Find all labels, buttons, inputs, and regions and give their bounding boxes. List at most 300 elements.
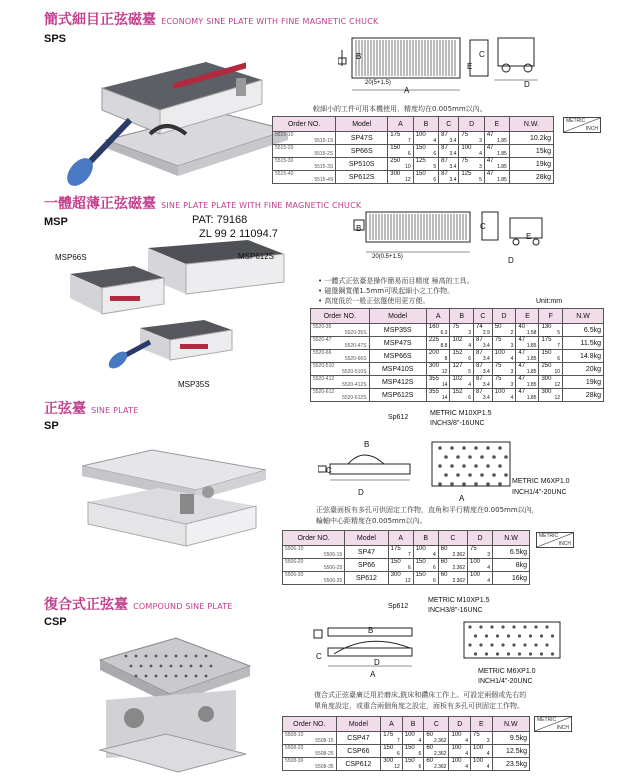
weight-cell: 28kg [509, 171, 553, 184]
dimension-cell-c: 87 3.4 [474, 350, 493, 363]
sps-spec-table [272, 116, 554, 184]
table-header-row [283, 717, 530, 732]
mounting-hole [468, 643, 471, 646]
mounting-hole [185, 675, 188, 678]
table-header-cell: C [474, 309, 493, 324]
csp-dim-d: D [374, 658, 380, 667]
mounting-hole [545, 643, 548, 646]
mounting-hole [474, 464, 478, 468]
table-row [273, 158, 554, 171]
table-header-cell: A [388, 531, 413, 546]
dimension-cell-e: 47 1.85 [484, 171, 509, 184]
dimension-cell-f: 175 7 [539, 337, 563, 350]
dimension-cell-b: 102 4 [450, 376, 474, 389]
sp-thread-bottom-1: METRIC M6XP1.0 [512, 478, 570, 485]
dimension-cell-b: 102 4 [450, 337, 474, 350]
sps-dim-d: D [524, 80, 530, 89]
mounting-hole [438, 464, 442, 468]
sp-dim-d: D [358, 488, 364, 497]
weight-cell: 19kg [509, 158, 553, 171]
dimension-cell-c: 87 3.4 [474, 376, 493, 389]
mounting-hole [155, 655, 158, 658]
table-header-cell: D [467, 531, 492, 546]
table-header-cell: Model [336, 717, 381, 732]
mounting-hole [175, 655, 178, 658]
mounting-hole [498, 464, 502, 468]
order-number-cell: 5520-47 5520-47S [311, 337, 370, 350]
csp-spec-table [282, 716, 530, 771]
sp-unit-badge [536, 532, 574, 548]
table-header-cell: Model [369, 309, 426, 324]
dimension-cell-d: 75 3 [492, 363, 516, 376]
msp-dim-c: C [480, 222, 486, 231]
mounting-hole [501, 625, 504, 628]
weight-cell: 15kg [509, 145, 553, 158]
dimension-cell-d: 75 3 [492, 376, 516, 389]
mounting-hole [512, 625, 515, 628]
sp-thread-top-1: METRIC M10XP1.5 [430, 410, 492, 417]
dimension-cell-c: 60 2.362 [424, 745, 449, 758]
dimension-cell-d: 100 4 [467, 572, 492, 585]
dimension-cell-d: 100 4 [492, 350, 516, 363]
dimension-cell-b: 125 5 [413, 158, 438, 171]
sps-title-en: ECONOMY SINE PLATE WITH FINE MAGNETIC CHUCK [161, 17, 379, 26]
mounting-hole [474, 482, 478, 486]
order-number-cell: 5506-30 5506-35 [283, 572, 345, 585]
table-row [283, 546, 530, 559]
dimension-cell-d: 100 4 [449, 732, 471, 745]
order-number-cell: 5515-30 5515-3S [273, 158, 336, 171]
csp-thread-bottom-2: INCH1/4"-20UNC [478, 678, 533, 685]
mounting-hole [468, 455, 472, 459]
sp-code: SP [44, 420, 59, 432]
csp-sp612: Sp612 [388, 603, 409, 610]
dimension-cell-c: 87 3.4 [439, 132, 459, 145]
dimension-cell-e: 47 1.85 [484, 145, 509, 158]
mounting-hole [512, 643, 515, 646]
mounting-hole [501, 643, 504, 646]
mounting-hole [145, 675, 148, 678]
table-row [311, 350, 604, 363]
badge-metric: METRIC [566, 118, 586, 124]
table-row [283, 745, 530, 758]
mounting-hole [518, 634, 521, 637]
order-number-cell: 5508-30 5508-35 [283, 758, 337, 771]
dimension-cell-a: 300 12 [381, 758, 403, 771]
mounting-hole [135, 655, 138, 658]
weight-cell: 8kg [493, 559, 530, 572]
csp-code: CSP [44, 616, 67, 628]
sps-title [44, 9, 378, 29]
mounting-hole [190, 665, 193, 668]
dimension-cell-b: 100 4 [413, 132, 438, 145]
dimension-cell-b: 100 4 [402, 732, 424, 745]
csp-title [44, 594, 233, 614]
table-header-cell: D [492, 309, 516, 324]
table-row [311, 376, 604, 389]
mounting-hole [496, 634, 499, 637]
dimension-cell-e: 47 1.85 [516, 363, 539, 376]
mounting-hole [195, 675, 198, 678]
mounting-hole [529, 652, 532, 655]
model-cell: MSP612S [369, 389, 426, 402]
weight-cell: 14.8kg [563, 350, 604, 363]
order-number-cell: 5506-20 5506-25 [283, 559, 345, 572]
model-cell: CSP66 [336, 745, 381, 758]
mounting-hole [496, 652, 499, 655]
weight-cell: 12.5kg [492, 745, 529, 758]
table-header-cell: D [459, 117, 484, 132]
dimension-cell-c: 60 2.362 [438, 559, 467, 572]
weight-cell: 10.2kg [509, 132, 553, 145]
sp-dim-b: B [364, 440, 370, 449]
table-header-cell: N.W [563, 309, 604, 324]
dimension-cell-d: 75 3 [467, 546, 492, 559]
mounting-hole [468, 473, 472, 477]
mounting-hole [480, 455, 484, 459]
table-header-cell: A [381, 717, 403, 732]
table-row [283, 758, 530, 771]
weight-cell: 6.5kg [493, 546, 530, 559]
order-number-cell: 5520-66 5520-66S [311, 350, 370, 363]
dimension-cell-c: 60 2.362 [424, 758, 449, 771]
model-cell: SP612S [336, 171, 388, 184]
model-cell: MSP66S [369, 350, 426, 363]
mounting-hole [462, 464, 466, 468]
msp-note-1: • 一體式正弦臺是操作簡易而目精度 極高的工具。 [318, 277, 474, 285]
dimension-cell-d: 75 3 [492, 337, 516, 350]
dimension-cell-c: 60 2.362 [438, 546, 467, 559]
msp-dim-tooth: 20(0.5+1.5) [372, 254, 403, 260]
mounting-hole [534, 643, 537, 646]
table-header-cell: Order NO. [311, 309, 370, 324]
table-header-row [283, 531, 530, 546]
msp-code: MSP [44, 216, 68, 228]
csp-title-en: COMPOUND SINE PLATE [133, 602, 233, 611]
dimension-cell-a: 250 10 [388, 158, 413, 171]
mounting-hole [518, 652, 521, 655]
sp-title-en: SINE PLATE [91, 406, 139, 415]
sps-dim-c: C [479, 50, 485, 59]
table-header-cell: E [484, 117, 509, 132]
mounting-hole [438, 482, 442, 486]
sps-unit-badge [563, 117, 601, 133]
mounting-hole [540, 652, 543, 655]
dimension-cell-e: 47 1.85 [516, 376, 539, 389]
table-header-cell: C [438, 531, 467, 546]
mounting-hole [205, 675, 208, 678]
model-cell: SP66 [345, 559, 388, 572]
mounting-hole [498, 482, 502, 486]
mounting-hole [545, 625, 548, 628]
mounting-hole [210, 665, 213, 668]
csp-note-2: 單角度設定，或重合兩個角度之設定，面板有多孔可供固定工作物。 [314, 702, 524, 710]
badge-metric: METRIC [539, 533, 559, 539]
table-row [273, 171, 554, 184]
sps-dim-b: B [356, 52, 362, 61]
table-header-cell: A [426, 309, 450, 324]
mounting-hole [456, 455, 460, 459]
dimension-cell-f: 250 10 [539, 363, 563, 376]
mounting-hole [462, 446, 466, 450]
dimension-cell-c: 60 2.362 [424, 732, 449, 745]
msp-dim-d: D [508, 256, 514, 265]
dimension-cell-e: 47 1.85 [484, 158, 509, 171]
dimension-cell-b: 152 6 [450, 389, 474, 402]
csp-dim-b: B [368, 626, 374, 635]
table-header-cell: Model [345, 531, 388, 546]
csp-thread-top-1: METRIC M10XP1.5 [428, 597, 490, 604]
dimension-cell-b: 150 6 [413, 171, 438, 184]
table-row [311, 363, 604, 376]
dimension-cell-b: 100 4 [413, 546, 438, 559]
mounting-hole [551, 652, 554, 655]
sp-sp612: Sp612 [388, 414, 409, 421]
dimension-cell-a: 300 12 [388, 171, 413, 184]
mounting-hole [450, 464, 454, 468]
mounting-hole [504, 455, 508, 459]
table-header-cell: B [402, 717, 424, 732]
model-cell: MSP410S [369, 363, 426, 376]
table-header-cell: Model [336, 117, 388, 132]
order-number-cell: 5520-612 5520-612S [311, 389, 370, 402]
sp-note-1: 正弦臺面板有多孔可供固定工作物，直角和平行精度在0.005mm以內， [316, 506, 539, 514]
dimension-cell-e: 47 1.85 [516, 350, 539, 363]
mounting-hole [504, 473, 508, 477]
model-cell: SP612 [345, 572, 388, 585]
dimension-cell-a: 300 12 [426, 363, 450, 376]
dimension-cell-a: 160 6.3 [426, 324, 450, 337]
mounting-hole [479, 643, 482, 646]
dimension-cell-c: 87 3.4 [474, 337, 493, 350]
model-cell: SP66S [336, 145, 388, 158]
dimension-cell-c: 87 3.4 [439, 171, 459, 184]
model-cell: MSP47S [369, 337, 426, 350]
table-header-cell: E [516, 309, 539, 324]
dimension-cell-c: 87 3.4 [474, 363, 493, 376]
table-header-cell: E [471, 717, 493, 732]
mounting-hole [523, 625, 526, 628]
dimension-cell-e: 47 1.85 [516, 389, 539, 402]
msp-dim-b: B [356, 224, 362, 233]
dimension-cell-b: 150 6 [413, 572, 438, 585]
sps-product-photo [66, 48, 296, 190]
mounting-hole [486, 464, 490, 468]
msp-photo-label-612s: MSP612S [238, 252, 275, 261]
mounting-hole [444, 473, 448, 477]
sp-title-zh: 正弦臺 [44, 401, 86, 417]
weight-cell: 11.5kg [563, 337, 604, 350]
msp-drawing [344, 206, 554, 272]
csp-dim-c: C [316, 652, 322, 661]
table-row [273, 132, 554, 145]
table-header-cell: F [539, 309, 563, 324]
mounting-hole [490, 625, 493, 628]
mounting-hole [130, 665, 133, 668]
dimension-cell-c: 87 3.4 [474, 389, 493, 402]
msp-photo-label-35s: MSP35S [178, 380, 210, 389]
mounting-hole [135, 675, 138, 678]
mounting-hole [507, 652, 510, 655]
dimension-cell-d: 100 4 [449, 745, 471, 758]
dimension-cell-b: 127 5 [450, 363, 474, 376]
sps-title-zh: 簡式細目正弦磁臺 [44, 12, 156, 28]
dimension-cell-a: 150 6 [388, 145, 413, 158]
table-row [311, 389, 604, 402]
mounting-hole [486, 446, 490, 450]
badge-inch: INCH [558, 541, 571, 547]
dimension-cell-a: 150 6 [388, 559, 413, 572]
sp-spec-table [282, 530, 530, 585]
table-row [273, 145, 554, 158]
order-number-cell: 5515-10 5515-1S [273, 132, 336, 145]
sps-dim-e: E [467, 62, 473, 71]
dimension-cell-f: 150 6 [539, 350, 563, 363]
table-header-cell: A [388, 117, 413, 132]
mounting-hole [195, 655, 198, 658]
dimension-cell-a: 225 8.8 [426, 337, 450, 350]
badge-metric: METRIC [537, 717, 557, 723]
dimension-cell-f: 300 12 [539, 376, 563, 389]
sp-note-2: 輪軸中心距精度在0.005mm以內。 [316, 517, 427, 525]
dimension-cell-e: 100 4 [471, 758, 493, 771]
table-header-cell: B [413, 531, 438, 546]
weight-cell: 6.5kg [563, 324, 604, 337]
sps-drawing [338, 30, 548, 102]
mounting-hole [474, 652, 477, 655]
mounting-hole [523, 643, 526, 646]
dimension-cell-b: 150 6 [402, 758, 424, 771]
sp-title [44, 398, 138, 418]
dimension-cell-c: 74 2.9 [474, 324, 493, 337]
table-header-cell: B [450, 309, 474, 324]
dimension-cell-a: 175 7 [388, 546, 413, 559]
mounting-hole [474, 634, 477, 637]
table-header-cell: N.W [493, 531, 530, 546]
msp-unit: Unit:mm [536, 298, 563, 305]
table-header-cell: C [439, 117, 459, 132]
dimension-cell-c: 87 3.4 [439, 158, 459, 171]
order-number-cell: 5520-510 5520-510S [311, 363, 370, 376]
msp-note-3: • 高度低於一般正弦盤使用更方便。 [318, 297, 430, 305]
table-header-cell: N.W [492, 717, 529, 732]
mounting-hole [125, 655, 128, 658]
table-header-cell: D [449, 717, 471, 732]
mounting-hole [534, 625, 537, 628]
mounting-hole [165, 675, 168, 678]
mounting-hole [200, 665, 203, 668]
sp-dim-a: A [459, 494, 465, 503]
order-number-cell: 5506-10 5506-15 [283, 546, 345, 559]
model-cell: CSP612 [336, 758, 381, 771]
csp-thread-top-2: INCH3/8"-16UNC [428, 607, 483, 614]
dimension-cell-c: 87 3.4 [439, 145, 459, 158]
mounting-hole [485, 634, 488, 637]
table-row [283, 572, 530, 585]
mounting-hole [185, 655, 188, 658]
weight-cell: 23.5kg [492, 758, 529, 771]
mounting-hole [165, 655, 168, 658]
table-header-row [311, 309, 604, 324]
table-header-cell: Order NO. [283, 717, 337, 732]
sp-product-photo [62, 436, 272, 556]
dimension-cell-f: 300 12 [539, 389, 563, 402]
table-row [311, 337, 604, 350]
mounting-hole [450, 482, 454, 486]
dimension-cell-e: 47 1.85 [516, 337, 539, 350]
mounting-hole [444, 455, 448, 459]
dimension-cell-d: 75 3 [459, 132, 484, 145]
dimension-cell-b: 150 6 [413, 145, 438, 158]
mounting-hole [450, 446, 454, 450]
dimension-cell-a: 175 7 [381, 732, 403, 745]
table-header-row [273, 117, 554, 132]
table-row [311, 324, 604, 337]
model-cell: SP510S [336, 158, 388, 171]
msp-title [44, 193, 361, 213]
mounting-hole [540, 634, 543, 637]
mounting-hole [507, 634, 510, 637]
mounting-hole [551, 634, 554, 637]
dimension-cell-d: 75 3 [459, 158, 484, 171]
mounting-hole [160, 665, 163, 668]
weight-cell: 9.5kg [492, 732, 529, 745]
order-number-cell: 5508-20 5508-25 [283, 745, 337, 758]
sps-dim-tooth: 20(5+1.5) [365, 80, 391, 86]
model-cell: MSP35S [369, 324, 426, 337]
mounting-hole [175, 675, 178, 678]
weight-cell: 19kg [563, 376, 604, 389]
mounting-hole [480, 473, 484, 477]
dimension-cell-d: 100 4 [467, 559, 492, 572]
mounting-hole [155, 675, 158, 678]
order-number-cell: 5508-10 5508-15 [283, 732, 337, 745]
table-header-cell: C [424, 717, 449, 732]
weight-cell: 16kg [493, 572, 530, 585]
model-cell: SP47S [336, 132, 388, 145]
mounting-hole [205, 655, 208, 658]
csp-note-1: 復合式正弦臺廣泛用於磨床,銑床和鑽床工作上。可設定兩個或先右的 [314, 691, 527, 699]
dimension-cell-c: 60 2.362 [438, 572, 467, 585]
mounting-hole [479, 625, 482, 628]
dimension-cell-b: 150 6 [413, 559, 438, 572]
mounting-hole [456, 473, 460, 477]
msp-zl: ZL 99 2 11094.7 [199, 228, 278, 240]
mounting-hole [529, 634, 532, 637]
table-header-cell: Order NO. [273, 117, 336, 132]
msp-note-2: • 磁盤鋼寬僅1.5mm可吸起細小之工作物。 [318, 287, 455, 295]
msp-pat: PAT: 79168 [192, 214, 248, 226]
sps-dim-a: A [404, 86, 410, 95]
table-header-cell: B [413, 117, 438, 132]
dimension-cell-d: 125 5 [459, 171, 484, 184]
msp-title-zh: 一體超薄正弦磁臺 [44, 196, 156, 212]
mounting-hole [486, 482, 490, 486]
dimension-cell-d: 100 4 [449, 758, 471, 771]
msp-spec-table [310, 308, 604, 402]
order-number-cell: 5515-20 5515-2S [273, 145, 336, 158]
dimension-cell-a: 355 14 [426, 376, 450, 389]
mounting-hole [485, 652, 488, 655]
weight-cell: 20kg [563, 363, 604, 376]
order-number-cell: 5520-35 5520-35S [311, 324, 370, 337]
dimension-cell-a: 175 7 [388, 132, 413, 145]
mounting-hole [490, 643, 493, 646]
sps-note: 較細小的工件可用本機使用，精度均在0.005mm以內。 [313, 105, 487, 113]
model-cell: CSP47 [336, 732, 381, 745]
mounting-hole [474, 446, 478, 450]
mounting-hole [468, 625, 471, 628]
